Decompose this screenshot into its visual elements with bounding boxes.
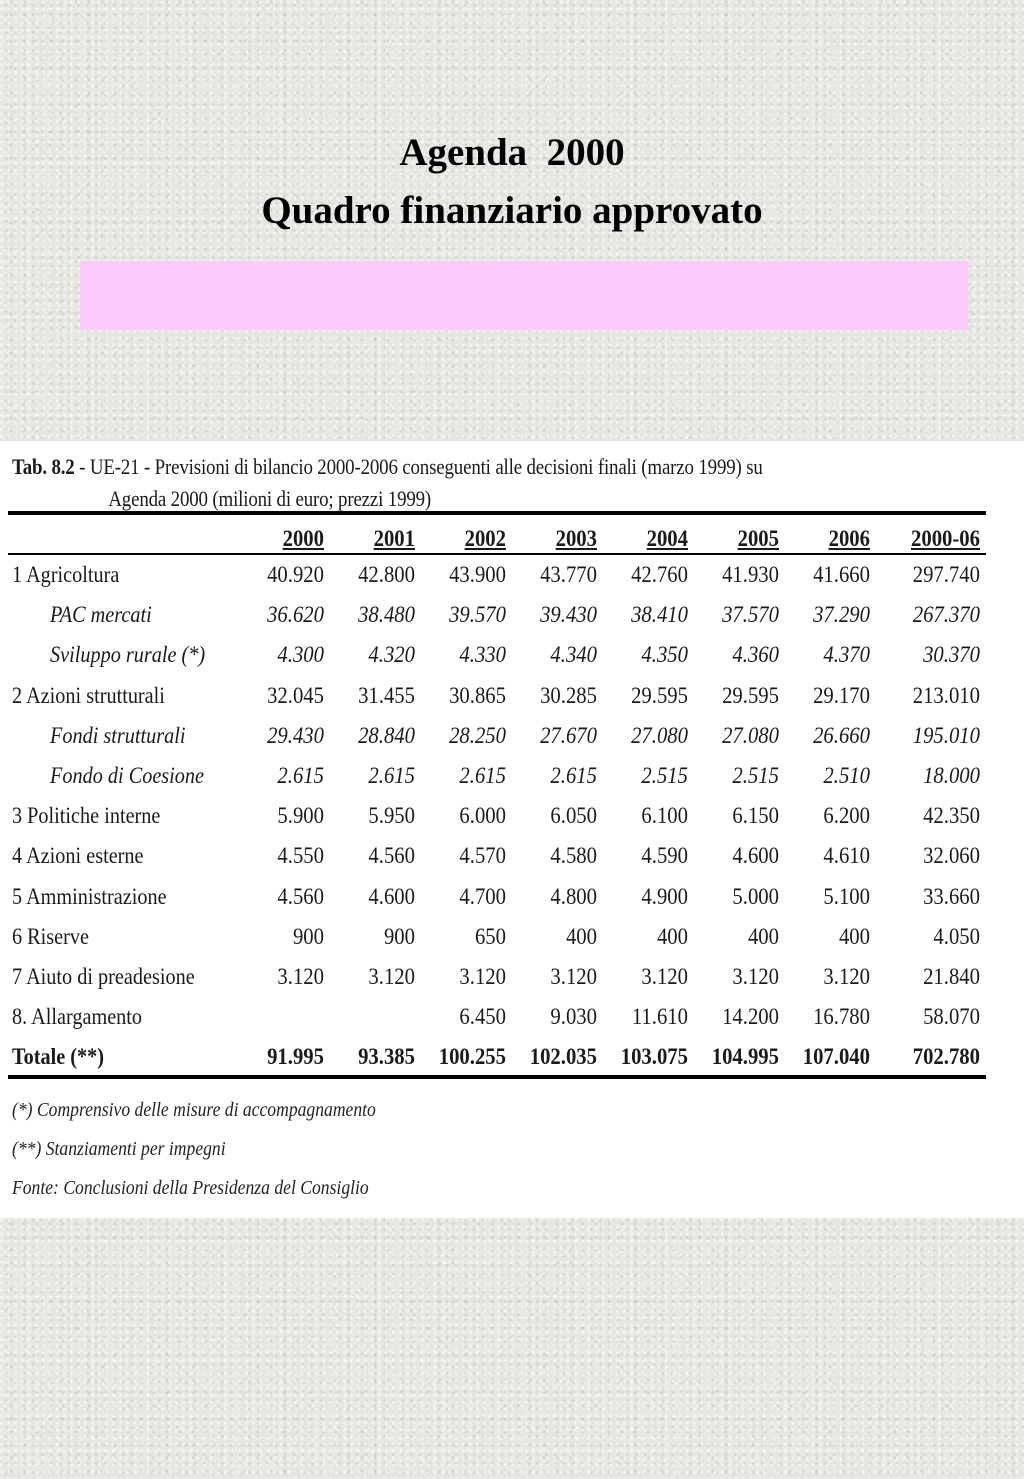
table-cell: 3.120	[641, 963, 688, 989]
table-caption-line-1: - UE-21 - Previsioni di bilancio 2000-2006 conseguenti alle decisioni finali (marzo 1999) su	[74, 454, 763, 479]
table-caption	[12, 451, 872, 515]
table-number: Tab. 8.2	[12, 454, 75, 479]
row-label: 4 Azioni esterne	[12, 843, 144, 869]
table-cell: 6.200	[823, 803, 870, 829]
table-cell: 3.120	[550, 963, 597, 989]
table-cell: 4.050	[933, 923, 980, 949]
highlight-band	[80, 261, 968, 330]
note-commitments: (**) Stanziamenti per impegni	[12, 1138, 226, 1160]
table-cell: 6.050	[550, 803, 597, 829]
row-label: Fondi strutturali	[50, 722, 186, 748]
column-header: 2000	[282, 526, 324, 551]
table-cell: 43.900	[449, 562, 506, 587]
table-cell: 4.800	[550, 883, 597, 909]
table-cell: 33.660	[923, 883, 980, 909]
table-cell: 4.330	[459, 642, 506, 668]
table-cell: 27.080	[631, 722, 688, 748]
column-header: 2001	[373, 526, 415, 551]
table-cell: 4.550	[277, 843, 324, 869]
table-cell: 41.930	[722, 562, 779, 587]
row-label: 2 Azioni strutturali	[12, 682, 165, 708]
table-cell: 6.150	[732, 803, 779, 829]
table-row	[8, 721, 986, 761]
table-body	[8, 560, 986, 1042]
table-cell: 6.450	[459, 1004, 506, 1030]
table-cell: 2.515	[641, 762, 688, 788]
table-cell: 195.010	[912, 722, 980, 748]
table-cell: 39.430	[540, 602, 597, 628]
table-total-row	[8, 1042, 986, 1082]
table-cell: 29.170	[813, 682, 870, 708]
total-value: 702.780	[912, 1044, 980, 1070]
table-cell: 4.590	[641, 843, 688, 869]
table-cell: 31.455	[358, 682, 415, 708]
table-cell: 16.780	[813, 1004, 870, 1030]
table-cell: 6.000	[459, 803, 506, 829]
budget-table	[8, 524, 986, 1082]
table-cell: 43.770	[540, 562, 597, 587]
table-cell: 5.100	[823, 883, 870, 909]
table-cell: 11.610	[631, 1004, 688, 1030]
table-row	[8, 801, 986, 841]
column-header: 2002	[464, 526, 506, 551]
total-label: Totale (**)	[12, 1044, 105, 1070]
table-cell: 30.370	[923, 642, 980, 668]
table-row	[8, 600, 986, 640]
table-row	[8, 1002, 986, 1042]
total-value: 102.035	[529, 1044, 597, 1070]
table-cell: 213.010	[912, 682, 980, 708]
total-value: 100.255	[438, 1044, 506, 1070]
table-cell: 32.045	[267, 682, 324, 708]
table-cell: 42.760	[631, 562, 688, 587]
table-cell: 37.290	[813, 602, 870, 628]
row-label: 3 Politiche interne	[12, 803, 161, 829]
table-cell: 41.660	[813, 562, 870, 587]
table-cell: 400	[747, 923, 779, 949]
table-cell: 3.120	[277, 963, 324, 989]
note-accompanying-measures: (*) Comprensivo delle misure di accompagnamento	[12, 1099, 376, 1121]
table-cell: 29.595	[631, 682, 688, 708]
column-header: 2006	[828, 526, 870, 551]
column-header: 2004	[646, 526, 688, 551]
table-cell: 58.070	[923, 1004, 980, 1030]
table-cell: 14.200	[722, 1004, 779, 1030]
table-cell: 38.480	[358, 602, 415, 628]
column-header: 2000-06	[910, 526, 980, 551]
table-cell: 4.560	[277, 883, 324, 909]
table-cell: 30.285	[540, 682, 597, 708]
table-cell: 900	[292, 923, 324, 949]
table-cell: 3.120	[823, 963, 870, 989]
table-cell: 400	[565, 923, 597, 949]
table-cell: 3.120	[732, 963, 779, 989]
table-cell: 4.600	[732, 843, 779, 869]
table-row	[8, 761, 986, 801]
table-cell: 267.370	[912, 602, 980, 628]
table-cell: 29.595	[722, 682, 779, 708]
note-source: Fonte: Conclusioni della Presidenza del Consiglio	[12, 1177, 369, 1199]
table-caption-line-2: Agenda 2000 (milioni di euro; prezzi 1999)	[108, 486, 432, 511]
total-value: 104.995	[711, 1044, 779, 1070]
table-cell: 40.920	[267, 562, 324, 587]
table-cell: 2.615	[459, 762, 506, 788]
table-cell: 4.340	[550, 642, 597, 668]
table-cell: 4.570	[459, 843, 506, 869]
table-cell: 297.740	[912, 562, 980, 587]
table-top-rule	[8, 511, 986, 515]
total-value: 107.040	[802, 1044, 870, 1070]
table-cell: 4.700	[459, 883, 506, 909]
table-cell: 27.670	[540, 722, 597, 748]
table-row	[8, 962, 986, 1002]
table-cell: 5.950	[368, 803, 415, 829]
row-label: Fondo di Coesione	[50, 762, 205, 788]
table-cell: 38.410	[631, 602, 688, 628]
table-notes	[12, 1091, 804, 1208]
slide-title	[0, 124, 1024, 240]
table-row	[8, 640, 986, 680]
table-cell: 4.360	[732, 642, 779, 668]
table-cell: 42.800	[358, 562, 415, 587]
table-cell: 2.515	[732, 762, 779, 788]
table-cell: 400	[838, 923, 870, 949]
table-cell: 2.615	[277, 762, 324, 788]
table-cell: 4.370	[823, 642, 870, 668]
table-cell: 4.300	[277, 642, 324, 668]
table-cell: 4.600	[368, 883, 415, 909]
table-cell: 28.840	[358, 722, 415, 748]
table-cell: 29.430	[267, 722, 324, 748]
table-cell: 4.580	[550, 843, 597, 869]
table-cell: 4.560	[368, 843, 415, 869]
table-cell: 650	[474, 923, 506, 949]
table-cell: 26.660	[813, 722, 870, 748]
table-cell: 4.610	[823, 843, 870, 869]
table-cell: 4.900	[641, 883, 688, 909]
row-label: 1 Agricoltura	[12, 562, 120, 587]
table-row	[8, 560, 986, 600]
table-cell: 4.320	[368, 642, 415, 668]
table-header-row	[8, 524, 986, 560]
table-cell: 2.615	[368, 762, 415, 788]
table-cell: 39.570	[449, 602, 506, 628]
total-value: 91.995	[267, 1044, 324, 1070]
table-cell: 21.840	[923, 963, 980, 989]
table-cell: 28.250	[449, 722, 506, 748]
table-cell: 42.350	[923, 803, 980, 829]
column-header: 2005	[737, 526, 779, 551]
table-cell: 5.000	[732, 883, 779, 909]
table-cell: 2.615	[550, 762, 597, 788]
table-cell: 4.350	[641, 642, 688, 668]
table-cell: 9.030	[550, 1004, 597, 1030]
table-cell: 37.570	[722, 602, 779, 628]
table-cell: 32.060	[923, 843, 980, 869]
table-cell: 27.080	[722, 722, 779, 748]
table-row	[8, 841, 986, 881]
slide-title-line-1: Agenda 2000	[399, 131, 625, 174]
column-header: 2003	[555, 526, 597, 551]
table-cell: 3.120	[459, 963, 506, 989]
table-cell: 36.620	[267, 602, 324, 628]
table-cell: 5.900	[277, 803, 324, 829]
table-cell: 18.000	[923, 762, 980, 788]
table-cell: 2.510	[823, 762, 870, 788]
row-label: 5 Amministrazione	[12, 883, 167, 909]
total-value: 103.075	[620, 1044, 688, 1070]
row-label: 6 Riserve	[12, 923, 90, 949]
slide-title-line-2: Quadro finanziario approvato	[261, 189, 763, 232]
table-cell: 900	[383, 923, 415, 949]
row-label: Sviluppo rurale (*)	[50, 642, 206, 668]
table-row	[8, 882, 986, 922]
row-label: 8. Allargamento	[12, 1004, 143, 1030]
table-row	[8, 681, 986, 721]
row-label: 7 Aiuto di preadesione	[12, 963, 195, 989]
row-label: PAC mercati	[50, 602, 152, 628]
total-value: 93.385	[358, 1044, 415, 1070]
table-image-panel	[0, 441, 1024, 1218]
table-cell: 400	[656, 923, 688, 949]
table-cell: 30.865	[449, 682, 506, 708]
table-cell: 6.100	[641, 803, 688, 829]
table-cell: 3.120	[368, 963, 415, 989]
table-row	[8, 922, 986, 962]
